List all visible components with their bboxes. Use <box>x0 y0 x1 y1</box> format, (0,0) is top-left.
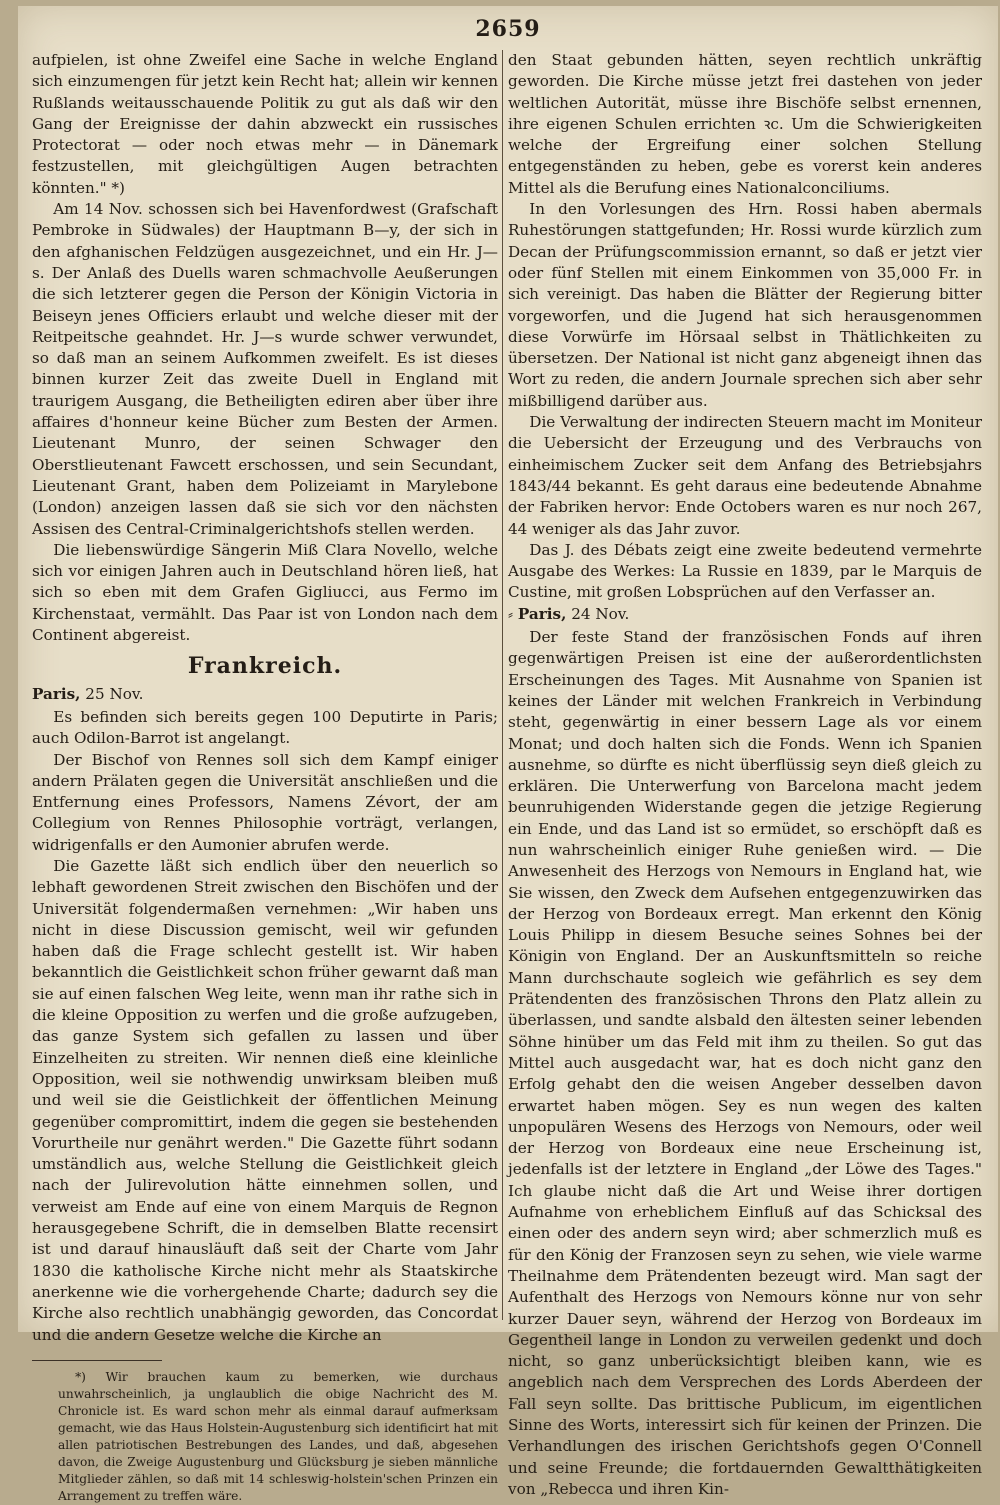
column-divider <box>502 50 503 1320</box>
footnote-rule <box>32 1360 162 1361</box>
right-column <box>508 50 982 1500</box>
dateline-place: Paris, <box>517 604 567 623</box>
newspaper-page <box>18 6 998 1503</box>
article-paragraph: Die liebenswürdige Sängerin Miß Clara Novello, welche sich vor einigen Jahren auch in Deutschland hören ließ, hat sich so eben mit dem Grafen Gigliucci, aus Fermo im Kirchenstaat, vermählt. Das Paar ist von London nach dem Continent abgereist. <box>32 540 498 645</box>
article-paragraph: Es befinden sich bereits gegen 100 Deputirte in Paris; auch Odilon-Barrot ist angelangt. <box>32 707 498 748</box>
article-paragraph: Der feste Stand der französischen Fonds auf ihren gegenwärtigen Preisen ist eine der außerordentlichsten Erscheinungen des Tages. Mit Ausnahme von Spanien ist keines der Länder mit welchen Frankreich in Verbindung steht, gegenwärtig in einer bessern Lage als vor einem Monat; und doch halten sich die Fonds. Wenn ich Spanien ausnehme, so dürfte es nicht überflüssig seyn dieß gleich zu erklären. Die Unterwerfung von Barcelona macht jedem beunruhigenden Widerstande gegen die jetzige Regierung ein Ende, und das Land ist so ermüdet, so erschöpft daß es nun wahrscheinlich einiger Ruhe genießen wird. — Die Anwesenheit des Herzogs von Nemours in England hat, wie Sie wissen, den Zweck dem Aufsehen entgegenzuwirken das der Herzog von Bordeaux erregt. Man erkennt den König Louis Philipp in diesem Besuche seines Sohnes bei der Königin von England. Der an Auskunftsmitteln so reiche Mann durchschaute sogleich wie gefährlich es sey dem Prätendenten des französischen Throns den Platz allein zu überlassen, und sandte alsbald den ältesten seiner lebenden Söhne hinüber um das Feld mit ihm zu theilen. So gut das Mittel auch ausgedacht war, hat es doch nicht ganz den Erfolg gehabt den die weisen Angeber desselben davon erwartet haben mögen. Sey es nun wegen des kalten unpopulären Wesens des Herzogs von Nemours, oder weil der Herzog von Bordeaux eine neue Erscheinung ist, jedenfalls ist der letztere in England „der Löwe des Tages." Ich glaube nicht daß die Art und Weise ihrer dortigen Aufnahme von erheblichem Einfluß auf das Schicksal des einen oder des andern seyn wird; aber schmerzlich muß es für den König der Franzosen seyn zu sehen, wie viele warme Theilnahme dem Prätendenten bezeugt wird. Man sagt der Aufenthalt des Herzogs von Nemours könne nur von sehr kurzer Dauer seyn, während der Herzog von Bordeaux im Gegentheil lange in London zu verweilen gedenkt und doch nicht, so ganz unberücksichtigt bleiben kann, wie es angeblich nach dem Versprechen des Lords Aberdeen der Fall seyn sollte. Das brittische Publicum, im eigentlichen Sinne des Worts, interessirt sich für keinen der Prinzen. Die Verhandlungen des irischen Gerichtshofs gegen O'Connell und seine Freunde; die fortdauernden Gewaltthätigkeiten von „Rebecca und ihren Kin- <box>508 628 982 1498</box>
article-paragraph: Die Verwaltung der indirecten Steuern macht im Moniteur die Uebersicht der Erzeugung und des Verbrauchs von einheimischem Zucker seit dem Anfang des Betriebsjahrs 1843/44 bekannt. Es geht daraus eine bedeutende Abnahme der Fabriken hervor: Ende Octobers waren es nur noch 267, 44 weniger als das Jahr zuvor. <box>508 413 982 538</box>
article-paragraph: Die Gazette läßt sich endlich über den neuerlich so lebhaft gewordenen Streit zwischen den Bischöfen und der Universität folgendermaßen vernehmen: „Wir haben uns nicht in diese Discussion gemischt, weil wir gefunden haben daß die Frage schlecht gestellt ist. Wir haben bekanntlich die Geistlichkeit schon früher gewarnt daß man sie auf einen falschen Weg leite, wenn man ihr rathe sich in die kleine Opposition zu werfen und die große aufzugeben, das ganze System sich gefallen zu lassen und über Einzelheiten zu streiten. Wir nennen dieß eine kleinliche Opposition, weil sie nothwendig unwirksam bleiben muß und weil sie die Geistlichkeit der öffentlichen Meinung gegenüber compromittirt, indem die gegen sie bestehenden Vorurtheile nur genährt werden." Die Gazette führt sodann umständlich aus, welche Stellung die Geistlichkeit gleich nach der Julirevolution hätte einnehmen sollen, und verweist am Ende auf eine von einem Marquis de Regnon herausgegebene Schrift, die in demselben Blatte recensirt ist und darauf hinausläuft daß seit der Charte vom Jahr 1830 die katholische Kirche nicht mehr als Staatskirche anerkenne wie die vorhergehende Charte; dadurch sey die Kirche also rechtlich unabhängig geworden, das Concordat und die andern Gesetze welche die Kirche an <box>32 856 498 1344</box>
article-paragraph: In den Vorlesungen des Hrn. Rossi haben abermals Ruhestörungen stattgefunden; Hr. Rossi wurde kürzlich zum Decan der Prüfungscommission ernannt, so daß er jetzt vier oder fünf Stellen mit einem Einkommen von 35,000 Fr. in sich vereinigt. Das haben die Blätter der Regierung bitter vorgeworfen, und die Jugend hat sich herausgenommen diese Vorwürfe im Hörsaal selbst in Thätlichkeiten zu übersetzen. Der National ist nicht ganz abgeneigt ihnen das Wort zu reden, die andern Journale sprechen sich aber sehr mißbilligend darüber aus. <box>508 200 982 410</box>
page-number: 2659 <box>475 16 541 42</box>
article-paragraph: den Staat gebunden hätten, seyen rechtlich unkräftig geworden. Die Kirche müsse jetzt frei dastehen von jeder weltlichen Autorität, müsse ihre Bischöfe selbst ernennen, ihre eigenen Schulen errichten ꝛc. Um die Schwierigkeiten welche der Ergreifung einer solchen Stellung entgegenständen zu heben, gebe es vorerst kein anderes Mittel als die Berufung eines Nationalconciliums. <box>508 51 982 197</box>
dateline <box>508 604 982 625</box>
dateline-date: 25 Nov. <box>85 684 144 703</box>
dateline-place: Paris, <box>32 684 81 703</box>
footnote: *) Wir brauchen kaum zu bemerken, wie durchaus unwahrscheinlich, ja unglaublich die obige Nachricht des M. Chronicle ist. Es ward schon mehr als einmal darauf aufmerksam gemacht, wie das Haus Holstein-Augustenburg sich identificirt hat mit allen patriotischen Bestrebungen des Landes, und daß, abgesehen davon, die Zweige Augustenburg und Glücksburg je sieben männliche Mitglieder zählen, so daß mit 14 schleswig-holstein'schen Prinzen ein Arrangement zu treffen wäre. <box>58 1369 498 1503</box>
section-heading: Frankreich. <box>187 653 343 680</box>
left-column <box>32 50 498 1505</box>
article-paragraph: Das J. des Débats zeigt eine zweite bedeutend vermehrte Ausgabe des Werkes: La Russie en 1839, par le Marquis de Custine, mit großen Lobsprüchen auf den Verfasser an. <box>508 540 982 602</box>
article-paragraph: Am 14 Nov. schossen sich bei Havenfordwest (Grafschaft Pembroke in Südwales) der Hauptmann B—y, der sich in den afghanischen Feldzügen ausgezeichnet, und ein Hr. J—s. Der Anlaß des Duells waren schmachvolle Aeußerungen die sich letzterer gegen die Person der Königin Victoria in Beiseyn jenes Officiers erlaubt und welche dieser mit der Reitpeitsche geahndet. Hr. J—s wurde schwer verwundet, so daß man an seinem Aufkommen zweifelt. Es ist dieses binnen kurzer Zeit das zweite Duell in England mit traurigem Ausgang, die Betheiligten ediren aber über ihre affaires d'honneur keine Bücher zum Besten der Armen. Lieutenant Munro, der seinen Schwager den Oberstlieutenant Fawcett erschossen, und sein Secundant, Lieutenant Grant, haben dem Polizeiamt in Marylebone (London) anzeigen lassen daß sie sich vor den nächsten Assisen des Central-Criminalgerichtshofs stellen werden. <box>32 200 498 538</box>
dateline-date: 24 Nov. <box>571 604 630 623</box>
article-paragraph: Der Bischof von Rennes soll sich dem Kampf einiger andern Prälaten gegen die Universität anschließen und die Entfernung eines Professors, Namens Zévort, der am Collegium von Rennes Philosophie vorträgt, verlangen, widrigenfalls er den Aumonier abrufen werde. <box>32 750 498 854</box>
dateline <box>32 684 498 705</box>
correspondent-mark: ⸗ <box>508 604 514 623</box>
article-paragraph: aufpielen, ist ohne Zweifel eine Sache in welche England sich einzumengen für jetzt kein Recht hat; allein wir kennen Rußlands weitausschauende Politik zu gut als daß wir den Gang der Ereignisse der dahin abzweckt ein russisches Protectorat — oder noch etwas mehr — in Dänemark festzustellen, mit gleichgültigen Augen betrachten könnten." *) <box>32 51 498 197</box>
